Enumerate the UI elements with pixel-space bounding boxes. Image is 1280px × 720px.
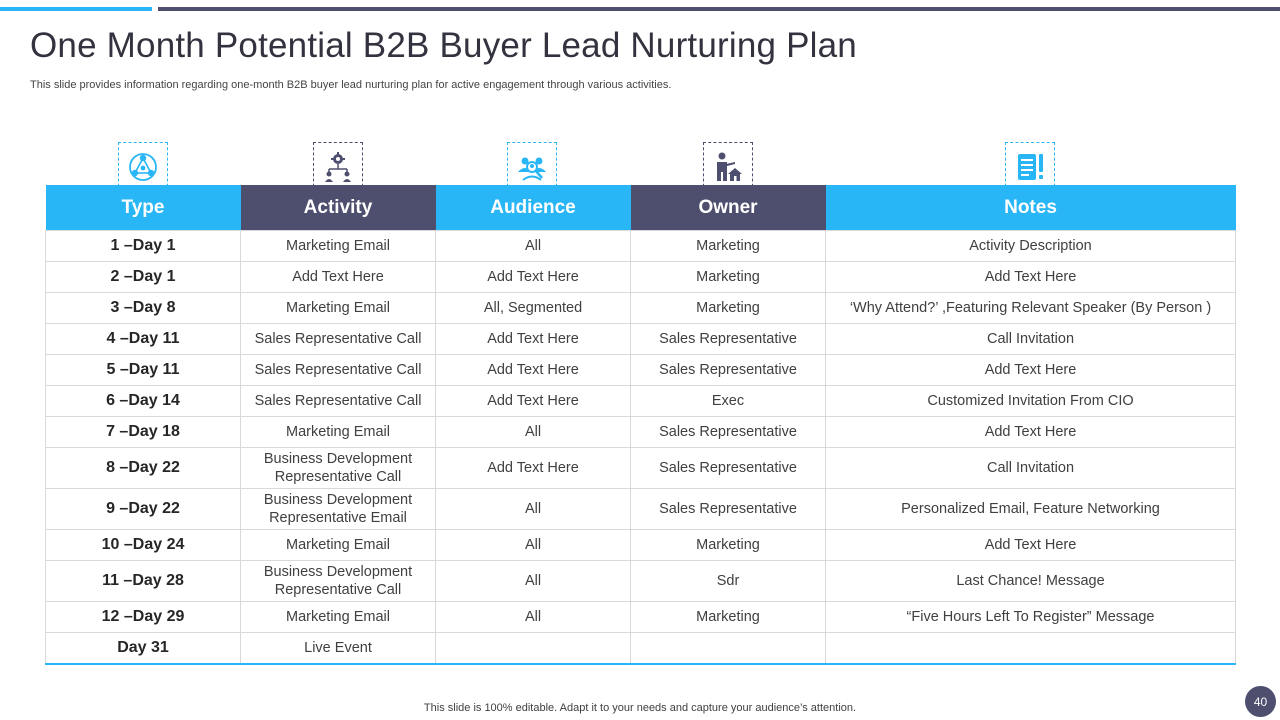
cell-notes: Customized Invitation From CIO (826, 386, 1236, 417)
cell-type: Day 31 (46, 633, 241, 665)
cell-owner: Sales Representative (631, 489, 826, 530)
cell-audience: Add Text Here (436, 448, 631, 489)
cell-owner: Marketing (631, 293, 826, 324)
table-row (46, 448, 1236, 489)
table-header-row (46, 185, 1236, 231)
cell-owner: Marketing (631, 602, 826, 633)
table-row (46, 489, 1236, 530)
cell-activity: Sales Representative Call (241, 386, 436, 417)
cell-audience: All (436, 489, 631, 530)
table-row (46, 262, 1236, 293)
top-accent-bar-dark (158, 7, 1280, 11)
cell-type: 10 –Day 24 (46, 530, 241, 561)
cell-notes: “Five Hours Left To Register” Message (826, 602, 1236, 633)
cell-notes: Add Text Here (826, 355, 1236, 386)
cell-owner: Exec (631, 386, 826, 417)
column-header-notes: Notes (826, 185, 1236, 231)
cell-audience: Add Text Here (436, 355, 631, 386)
table-row (46, 355, 1236, 386)
cell-type: 9 –Day 22 (46, 489, 241, 530)
table-row (46, 633, 1236, 665)
cell-audience: Add Text Here (436, 262, 631, 293)
cell-type: 5 –Day 11 (46, 355, 241, 386)
page-number-badge: 40 (1245, 686, 1276, 717)
cell-activity: Live Event (241, 633, 436, 665)
cell-notes: Personalized Email, Feature Networking (826, 489, 1236, 530)
cell-type: 12 –Day 29 (46, 602, 241, 633)
cell-activity: Marketing Email (241, 231, 436, 262)
cell-owner: Sales Representative (631, 355, 826, 386)
table-row (46, 561, 1236, 602)
cell-owner: Sdr (631, 561, 826, 602)
cell-activity: Sales Representative Call (241, 324, 436, 355)
cell-activity: Business Development Representative Call (241, 561, 436, 602)
cell-type: 2 –Day 1 (46, 262, 241, 293)
cell-notes: Add Text Here (826, 417, 1236, 448)
table-row (46, 602, 1236, 633)
table-row (46, 417, 1236, 448)
page-subtitle: This slide provides information regarding one-month B2B buyer lead nurturing plan for active engagement through various activities. (30, 79, 672, 91)
cell-activity: Business Development Representative Email (241, 489, 436, 530)
cell-activity: Marketing Email (241, 417, 436, 448)
cell-audience (436, 633, 631, 665)
cell-activity: Marketing Email (241, 293, 436, 324)
cell-owner (631, 633, 826, 665)
cell-type: 3 –Day 8 (46, 293, 241, 324)
cell-audience: Add Text Here (436, 386, 631, 417)
cell-owner: Marketing (631, 262, 826, 293)
cell-activity: Business Development Representative Call (241, 448, 436, 489)
cell-type: 8 –Day 22 (46, 448, 241, 489)
cell-owner: Sales Representative (631, 417, 826, 448)
cell-type: 6 –Day 14 (46, 386, 241, 417)
top-accent-bar-blue (0, 7, 152, 11)
cell-type: 7 –Day 18 (46, 417, 241, 448)
cell-audience: Add Text Here (436, 324, 631, 355)
cell-owner: Sales Representative (631, 324, 826, 355)
table-row (46, 231, 1236, 262)
cell-audience: All (436, 231, 631, 262)
cell-type: 4 –Day 11 (46, 324, 241, 355)
cell-notes: ‘Why Attend?’ ,Featuring Relevant Speaker (By Person ) (826, 293, 1236, 324)
cell-notes: Activity Description (826, 231, 1236, 262)
cell-audience: All (436, 602, 631, 633)
cell-audience: All (436, 561, 631, 602)
page-title: One Month Potential B2B Buyer Lead Nurturing Plan (30, 26, 857, 65)
cell-audience: All, Segmented (436, 293, 631, 324)
table-row (46, 530, 1236, 561)
cell-audience: All (436, 417, 631, 448)
cell-notes: Call Invitation (826, 324, 1236, 355)
cell-owner: Marketing (631, 530, 826, 561)
footer-note: This slide is 100% editable. Adapt it to your needs and capture your audience’s attention. (423, 702, 857, 714)
cell-notes: Add Text Here (826, 262, 1236, 293)
table-row (46, 293, 1236, 324)
table-row (46, 324, 1236, 355)
column-header-owner: Owner (631, 185, 826, 231)
cell-activity: Marketing Email (241, 602, 436, 633)
cell-audience: All (436, 530, 631, 561)
cell-type: 1 –Day 1 (46, 231, 241, 262)
nurturing-plan-table (45, 185, 1236, 665)
cell-notes (826, 633, 1236, 665)
column-header-activity: Activity (241, 185, 436, 231)
cell-activity: Sales Representative Call (241, 355, 436, 386)
cell-type: 11 –Day 28 (46, 561, 241, 602)
cell-owner: Marketing (631, 231, 826, 262)
column-header-audience: Audience (436, 185, 631, 231)
cell-activity: Marketing Email (241, 530, 436, 561)
cell-notes: Add Text Here (826, 530, 1236, 561)
column-header-type: Type (46, 185, 241, 231)
cell-activity: Add Text Here (241, 262, 436, 293)
cell-notes: Last Chance! Message (826, 561, 1236, 602)
cell-owner: Sales Representative (631, 448, 826, 489)
cell-notes: Call Invitation (826, 448, 1236, 489)
table-row (46, 386, 1236, 417)
